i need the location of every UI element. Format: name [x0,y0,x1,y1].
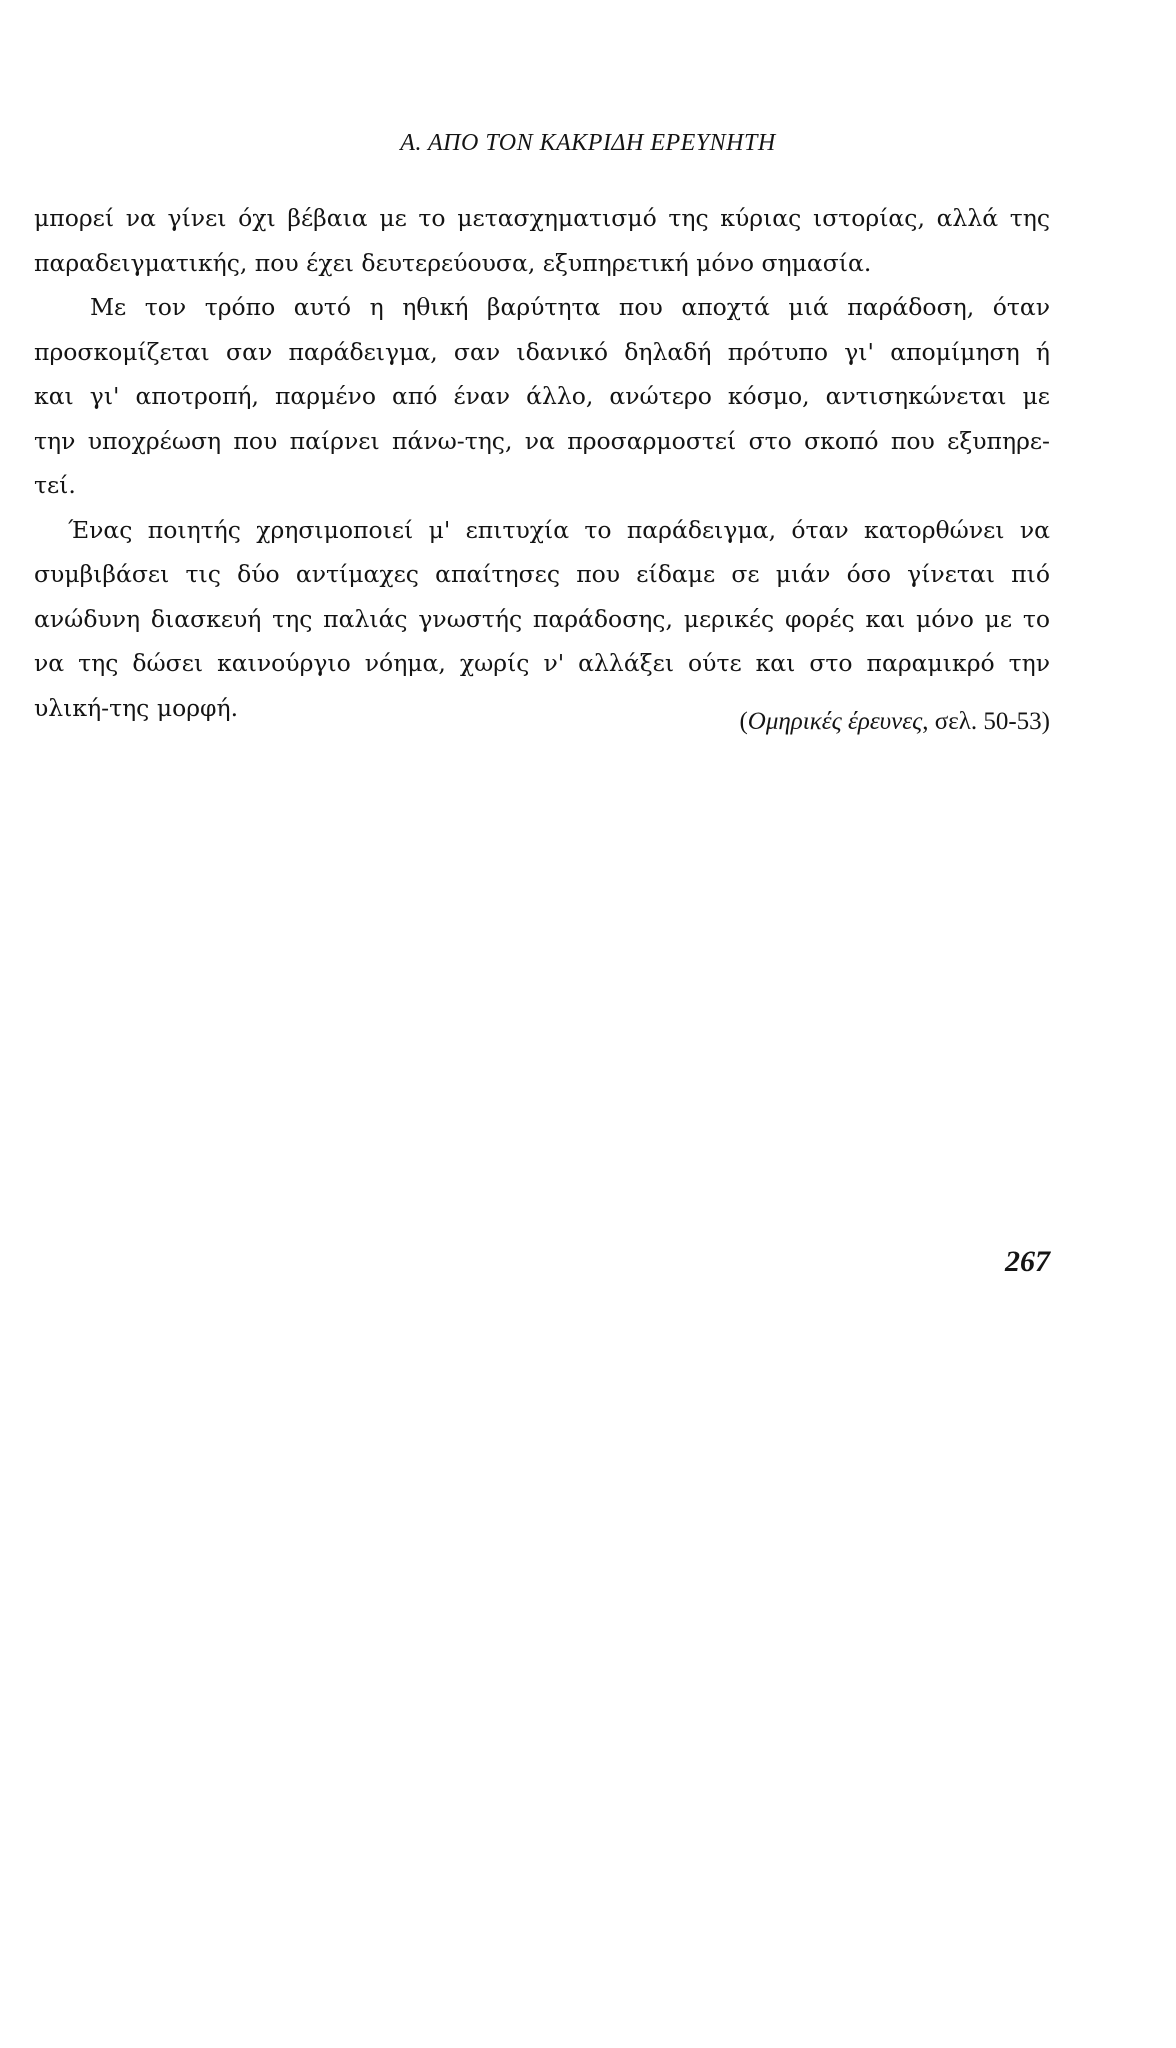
text-line: τεί. [34,471,76,499]
text-line: υλική-της μορφή. [34,693,239,722]
paragraph-1 [34,196,1050,285]
text-line: παραδειγματικής, που έχει δευτερεύουσα, εξυπηρετική μόνο σημασία. [34,248,872,277]
text-line: να της δώσει καινούργιο νόημα, χωρίς ν' αλλάξει ούτε και στο παραμικρό την [34,649,1050,677]
text-line: προσκομίζεται σαν παράδειγμα, σαν ιδανικό δηλαδή πρότυπο γι' απομίμηση ή [34,337,1050,366]
text-line: Με τον τρόπο αυτό η ηθική βαρύτητα που αποχτά μιά παράδοση, όταν [90,293,1050,321]
text-line: και γι' αποτροπή, παρμένο από έναν άλλο, ανώτερο κόσμο, αντισηκώνεται με [34,382,1050,410]
text-line: Ένας ποιητής χρησιμοποιεί μ' επιτυχία το παράδειγμα, όταν κατορθώνει να [68,515,1050,544]
text-line: συμβιβάσει τις δύο αντίμαχες απαίτησες που είδαμε σε μιάν όσο γίνεται πιό [34,560,1050,588]
paragraph-3 [34,508,1050,731]
running-head: Α. ΑΠΟ ΤΟΝ ΚΑΚΡΙΔΗ ΕΡΕΥΝΗΤΗ [400,130,776,156]
paragraph-2 [34,285,1050,508]
citation-pages: , σελ. 50-53) [922,708,1050,735]
text-line: ανώδυνη διασκευή της παλιάς γνωστής παράδοσης, μερικές φορές και μόνο με το [34,604,1050,633]
body-text [34,196,1050,730]
citation-title: Ομηρικές έρευνες [747,708,923,735]
citation-open: ( [739,708,748,735]
page-number: 267 [1005,1245,1050,1278]
text-line: την υποχρέωση που παίρνει πάνω-της, να προσαρμοστεί στο σκοπό που εξυπηρε- [34,426,1050,455]
source-citation [739,708,1050,736]
text-line: μπορεί να γίνει όχι βέβαια με το μετασχηματισμό της κύριας ιστορίας, αλλά της [34,204,1050,232]
